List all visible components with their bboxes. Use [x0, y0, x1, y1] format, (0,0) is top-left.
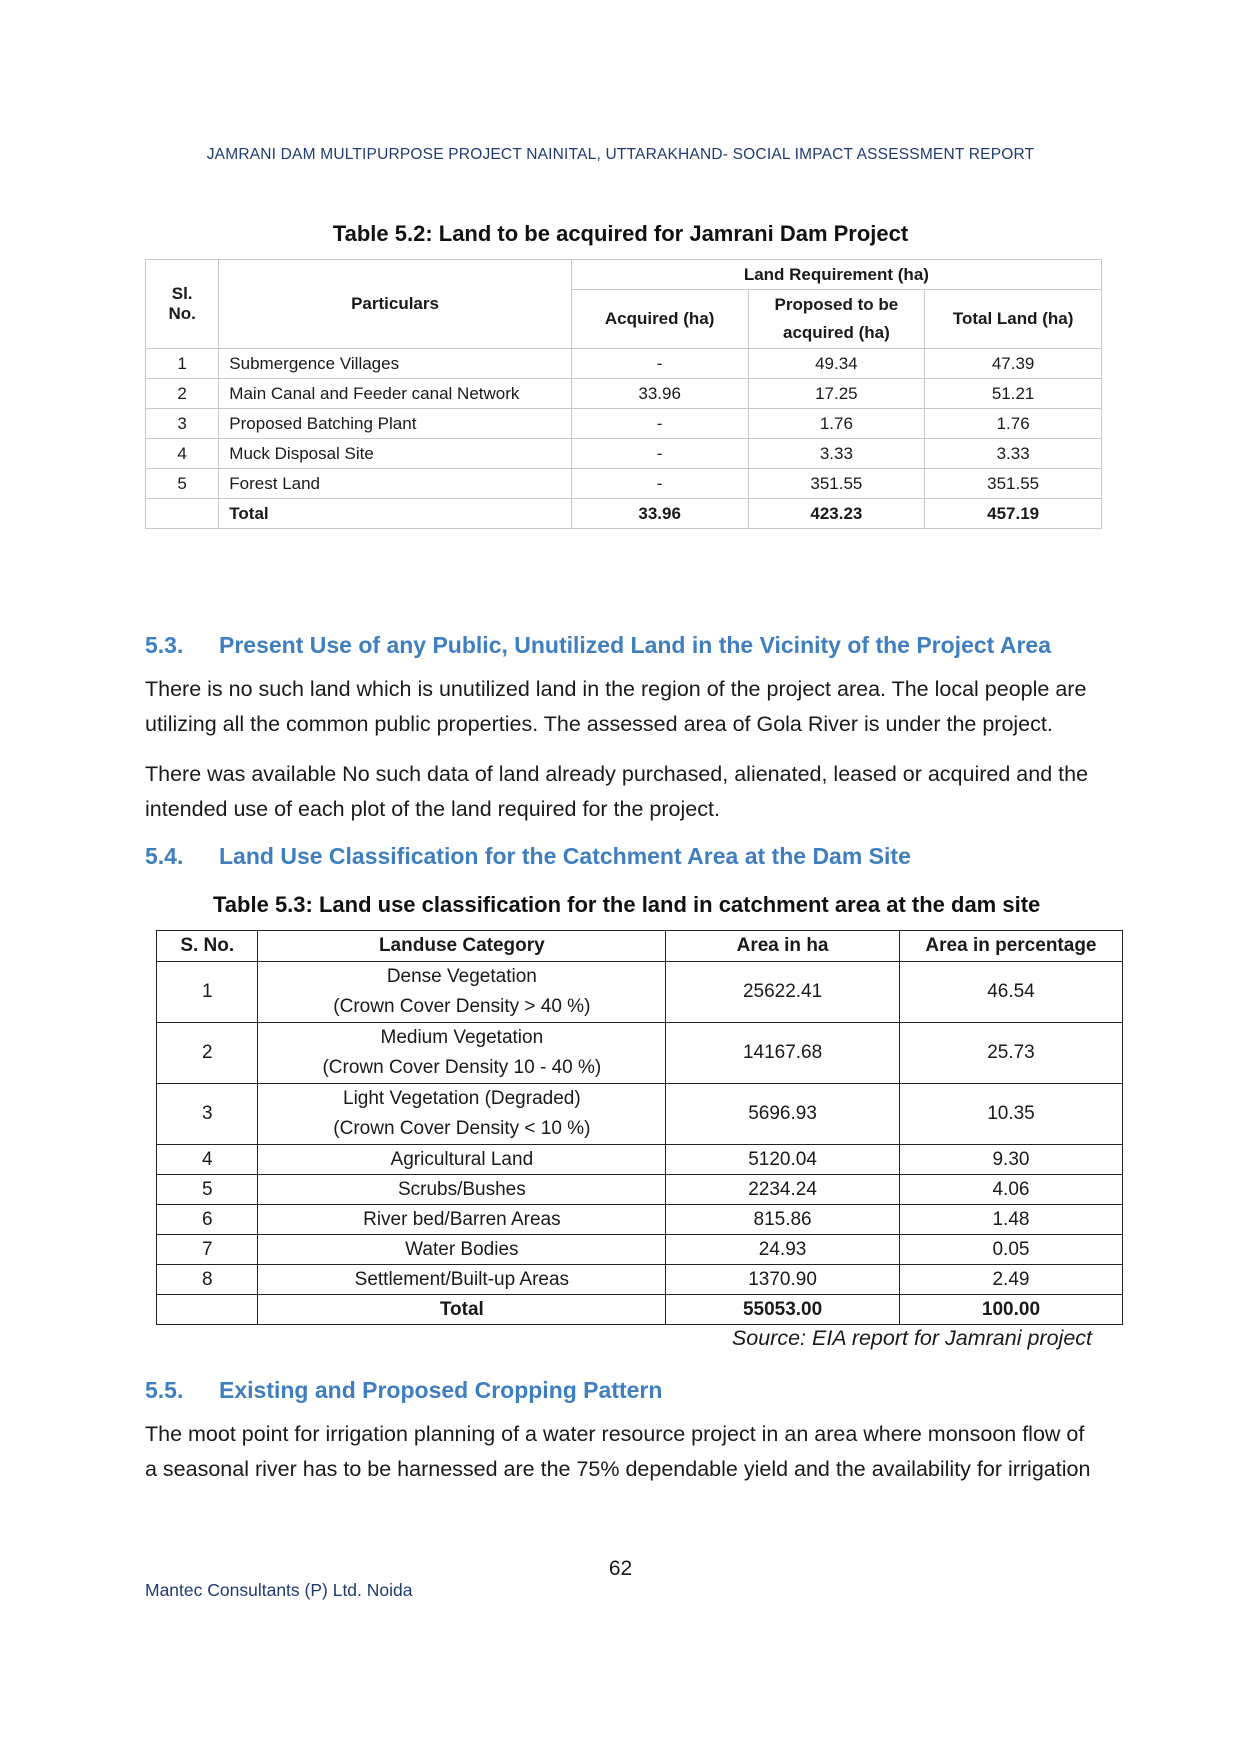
cell-category: Settlement/Built-up Areas	[258, 1265, 666, 1295]
cell-total: 3.33	[925, 439, 1102, 469]
col-header-acquired: Acquired (ha)	[571, 290, 748, 349]
cell-percentage: 46.54	[899, 962, 1122, 1023]
table-5-3-caption: Table 5.3: Land use classification for the land in catchment area at the dam site	[213, 892, 1041, 917]
cell-total-label: Total	[219, 499, 571, 529]
section-title: Existing and Proposed Cropping Pattern	[219, 1377, 663, 1403]
cell-no: 4	[146, 439, 219, 469]
cell-total-acquired: 33.96	[571, 499, 748, 529]
cell-acquired: -	[571, 469, 748, 499]
col-header-category: Landuse Category	[258, 931, 666, 962]
col-header-percentage: Area in percentage	[899, 931, 1122, 962]
cell-area: 1370.90	[666, 1265, 900, 1295]
table-row	[157, 1084, 1123, 1145]
table-row	[157, 1265, 1123, 1295]
cell-acquired: -	[571, 349, 748, 379]
col-header-land-requirement: Land Requirement (ha)	[571, 260, 1101, 290]
cell-no: 4	[157, 1145, 258, 1175]
cell-category	[258, 962, 666, 1023]
cell-proposed: 17.25	[748, 379, 925, 409]
section-number: 5.3.	[145, 632, 184, 658]
cell-particular: Muck Disposal Site	[219, 439, 571, 469]
cell-total: 51.21	[925, 379, 1102, 409]
col-header-sno: S. No.	[157, 931, 258, 962]
running-footer: Mantec Consultants (P) Ltd. Noida	[145, 1580, 413, 1600]
category-density: (Crown Cover Density 10 - 40 %)	[322, 1057, 602, 1078]
cell-particular: Submergence Villages	[219, 349, 571, 379]
cell-no: 1	[146, 349, 219, 379]
cell-percentage: 0.05	[899, 1235, 1122, 1265]
cell-category: Scrubs/Bushes	[258, 1175, 666, 1205]
cell-no: 8	[157, 1265, 258, 1295]
cell-total-total: 457.19	[925, 499, 1102, 529]
table-row	[146, 409, 1102, 439]
table-5-2-caption: Table 5.2: Land to be acquired for Jamrani Dam Project	[332, 221, 909, 246]
running-header: JAMRANI DAM MULTIPURPOSE PROJECT NAINITAL, UTTARAKHAND- SOCIAL IMPACT ASSESSMENT REPORT	[206, 146, 1035, 163]
cell-particular: Main Canal and Feeder canal Network	[219, 379, 571, 409]
cell-area: 14167.68	[666, 1023, 900, 1084]
cell-proposed: 351.55	[748, 469, 925, 499]
cell-total: 1.76	[925, 409, 1102, 439]
cell-total: 351.55	[925, 469, 1102, 499]
cell-proposed: 49.34	[748, 349, 925, 379]
table-row	[146, 469, 1102, 499]
cell-category: Agricultural Land	[258, 1145, 666, 1175]
paragraph: There was available No such data of land already purchased, alienated, leased or acquired and the intended use of each plot of the land required for the project.	[145, 762, 1089, 821]
cell-no: 3	[157, 1084, 258, 1145]
cell-percentage: 25.73	[899, 1023, 1122, 1084]
cell-area: 5696.93	[666, 1084, 900, 1145]
cell-acquired: -	[571, 439, 748, 469]
category-density: (Crown Cover Density < 10 %)	[333, 1118, 591, 1139]
cell-area: 2234.24	[666, 1175, 900, 1205]
col-header-total-land: Total Land (ha)	[925, 290, 1102, 349]
cell-acquired: 33.96	[571, 379, 748, 409]
land-acquisition-table	[145, 259, 1102, 529]
category-name: Dense Vegetation	[386, 966, 537, 987]
cell-percentage: 2.49	[899, 1265, 1122, 1295]
table-row	[157, 1205, 1123, 1235]
cell-area: 25622.41	[666, 962, 900, 1023]
col-header-area: Area in ha	[666, 931, 900, 962]
section-number: 5.5.	[145, 1377, 184, 1403]
cell-percentage: 9.30	[899, 1145, 1122, 1175]
cell-particular: Forest Land	[219, 469, 571, 499]
table-source-note: Source: EIA report for Jamrani project	[731, 1326, 1092, 1350]
category-density: (Crown Cover Density > 40 %)	[333, 996, 591, 1017]
cell-category: River bed/Barren Areas	[258, 1205, 666, 1235]
cell-no: 7	[157, 1235, 258, 1265]
cell-no: 6	[157, 1205, 258, 1235]
cell-total-area: 55053.00	[666, 1295, 900, 1325]
land-use-table	[156, 930, 1123, 1325]
cell-area: 5120.04	[666, 1145, 900, 1175]
cell-proposed: 3.33	[748, 439, 925, 469]
table-total-row	[146, 499, 1102, 529]
cell-total-label: Total	[258, 1295, 666, 1325]
cell-acquired: -	[571, 409, 748, 439]
table-row	[157, 1235, 1123, 1265]
table-row	[157, 1023, 1123, 1084]
col-header-slno: Sl. No.	[146, 260, 219, 349]
cell-category	[258, 1084, 666, 1145]
col-header-proposed: Proposed to be acquired (ha)	[748, 290, 925, 349]
section-5-4-heading	[145, 843, 911, 870]
section-number: 5.4.	[145, 843, 184, 869]
table-row	[157, 962, 1123, 1023]
cell-no: 5	[146, 469, 219, 499]
cell-percentage: 4.06	[899, 1175, 1122, 1205]
cell-category: Water Bodies	[258, 1235, 666, 1265]
cell-total-percentage: 100.00	[899, 1295, 1122, 1325]
cell-no: 2	[146, 379, 219, 409]
section-title: Present Use of any Public, Unutilized Land in the Vicinity of the Project Area	[219, 632, 1051, 658]
table-row	[146, 349, 1102, 379]
cell-total: 47.39	[925, 349, 1102, 379]
cell-empty	[146, 499, 219, 529]
table-row	[157, 1145, 1123, 1175]
section-5-3-heading	[145, 632, 1051, 659]
cell-no: 3	[146, 409, 219, 439]
category-name: Light Vegetation (Degraded)	[343, 1088, 581, 1109]
cell-no: 2	[157, 1023, 258, 1084]
category-name: Medium Vegetation	[380, 1027, 544, 1048]
cell-no: 1	[157, 962, 258, 1023]
section-5-5-heading	[145, 1377, 662, 1404]
cell-proposed: 1.76	[748, 409, 925, 439]
paragraph: The moot point for irrigation planning of a water resource project in an area where monsoon flow of a seasonal river has to be harnessed are the 75% dependable yield and the availability for irrigation	[145, 1422, 1091, 1481]
cell-no: 5	[157, 1175, 258, 1205]
table-row	[146, 439, 1102, 469]
table-row	[157, 1175, 1123, 1205]
cell-category	[258, 1023, 666, 1084]
col-header-particulars: Particulars	[219, 260, 571, 349]
cell-percentage: 10.35	[899, 1084, 1122, 1145]
cell-area: 24.93	[666, 1235, 900, 1265]
table-row	[146, 379, 1102, 409]
cell-percentage: 1.48	[899, 1205, 1122, 1235]
cell-total-proposed: 423.23	[748, 499, 925, 529]
page-number: 62	[608, 1557, 633, 1580]
section-title: Land Use Classification for the Catchment Area at the Dam Site	[219, 843, 911, 869]
cell-particular: Proposed Batching Plant	[219, 409, 571, 439]
table-total-row	[157, 1295, 1123, 1325]
paragraph: There is no such land which is unutilized land in the region of the project area. The local people are utilizing all the common public properties. The assessed area of Gola River is under the project.	[145, 677, 1087, 736]
cell-empty	[157, 1295, 258, 1325]
cell-area: 815.86	[666, 1205, 900, 1235]
